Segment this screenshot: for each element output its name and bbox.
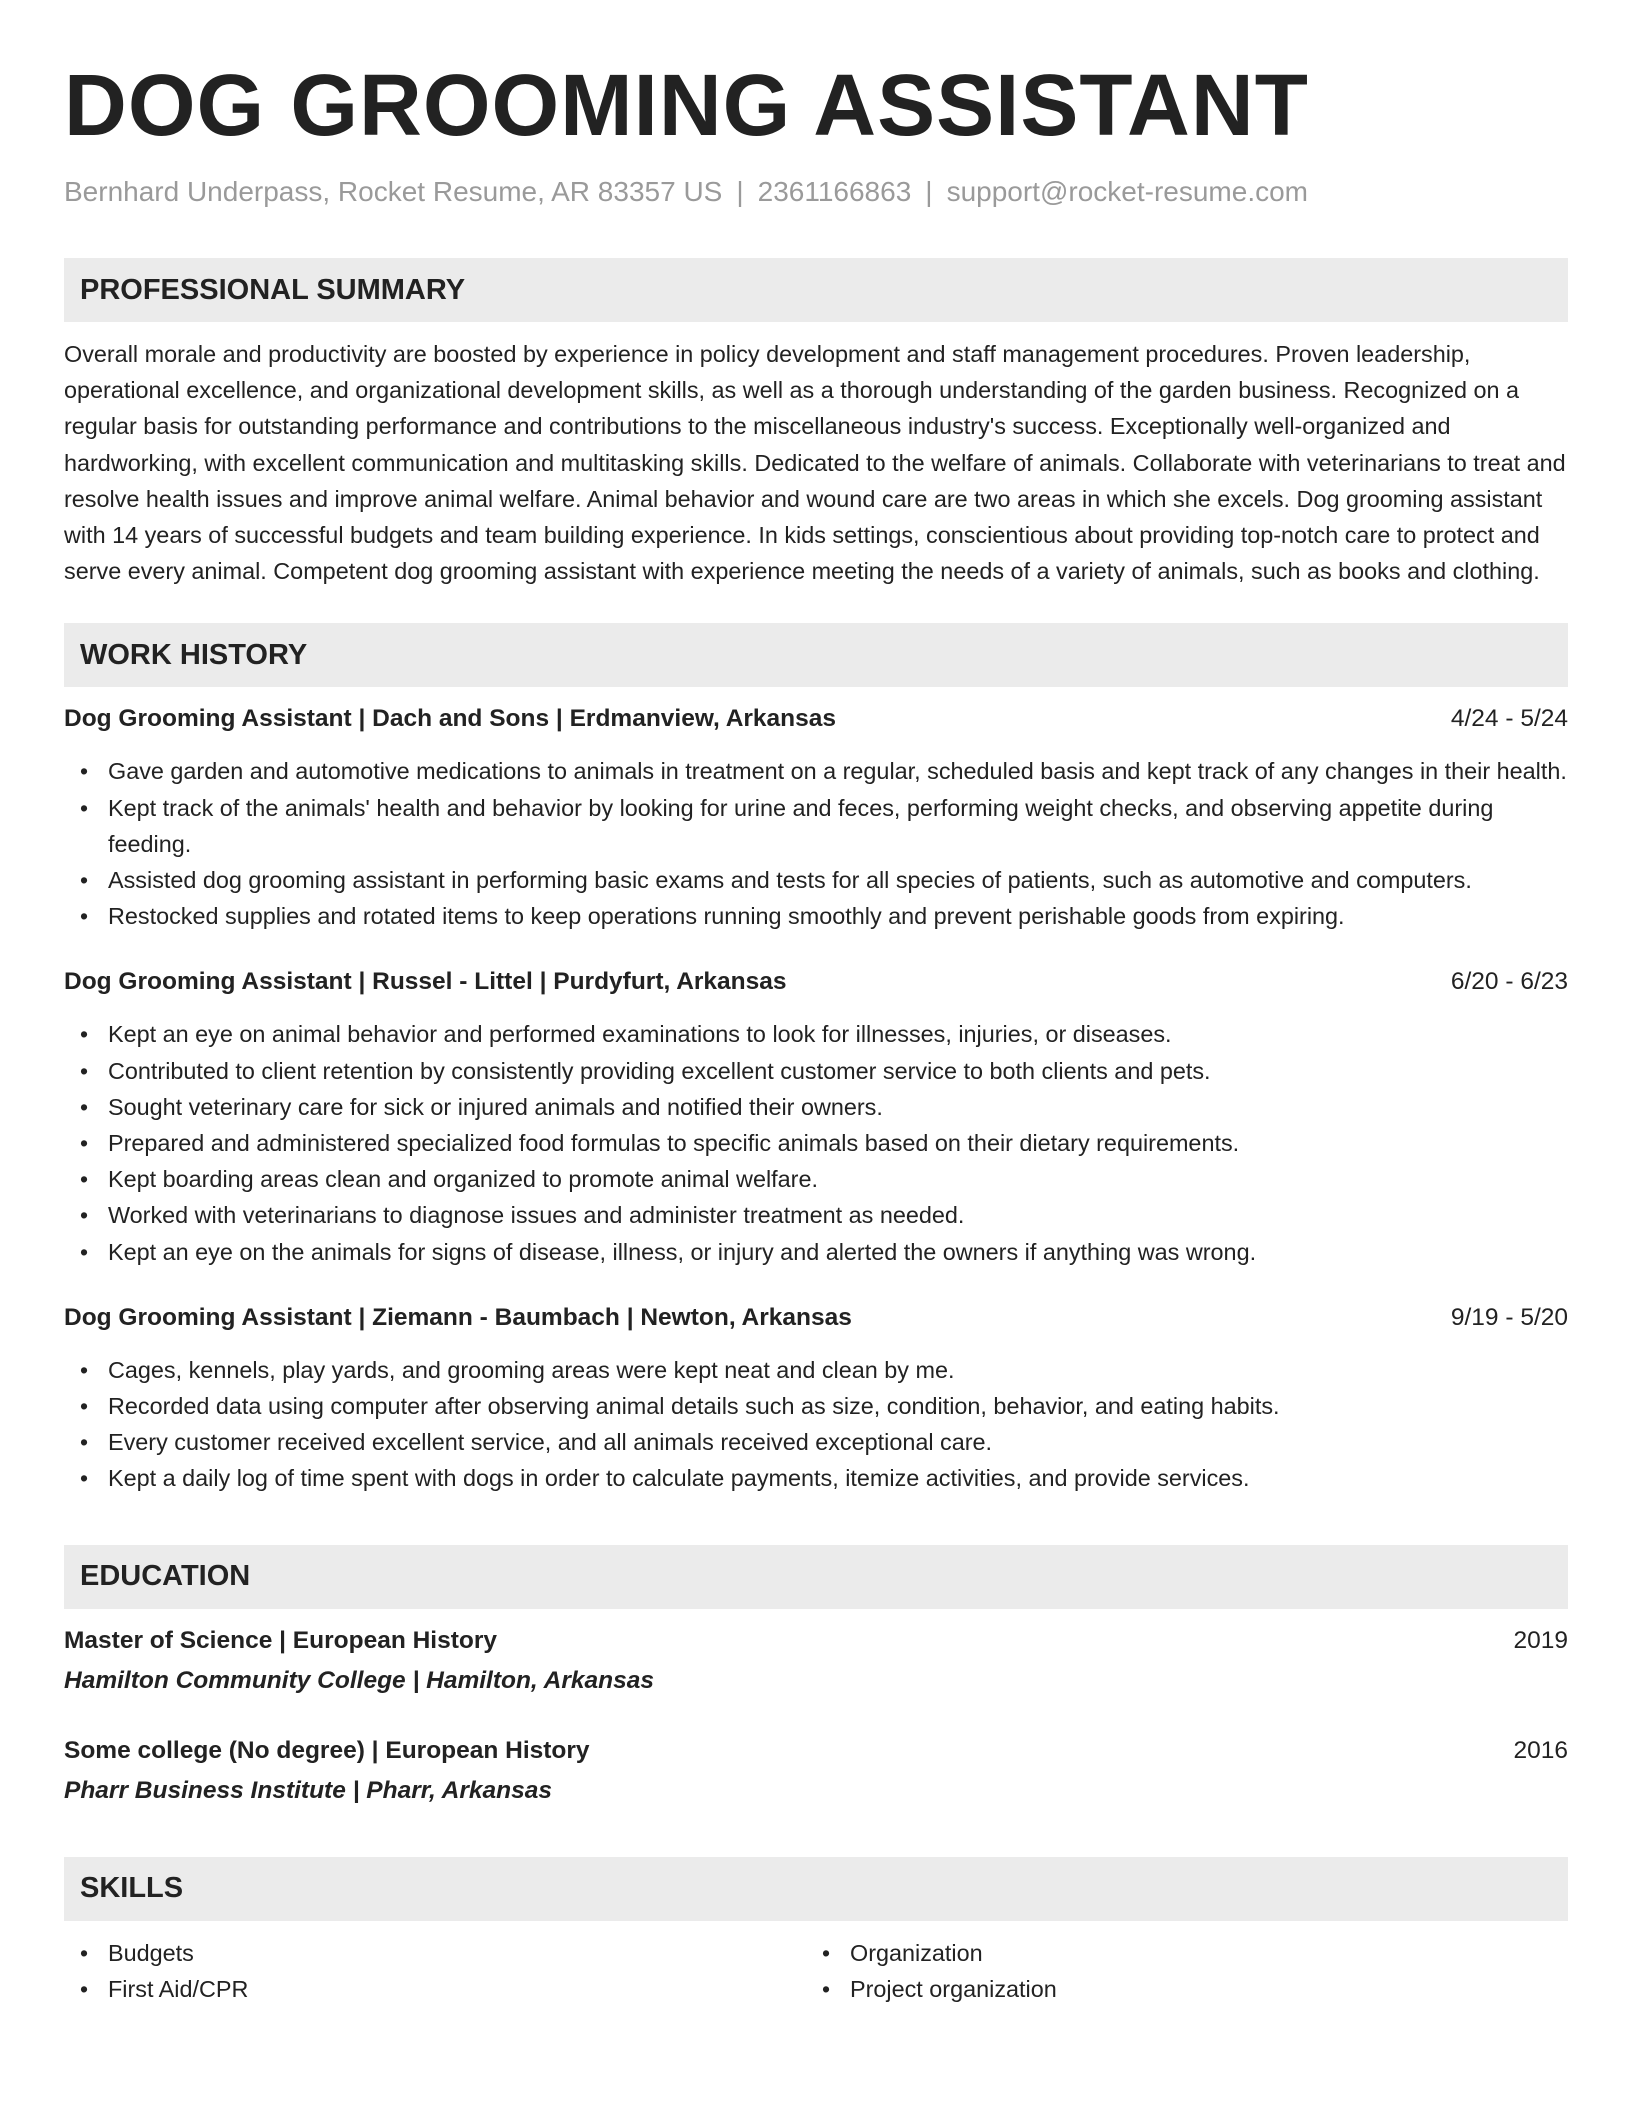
job-bullet	[64, 1161, 1568, 1197]
education-year: 2016	[1513, 1736, 1568, 1764]
skill-item	[806, 1971, 1548, 2007]
job-bullet	[64, 1053, 1568, 1089]
contact-phone: 2361166863	[757, 176, 912, 207]
resume-name: DOG GROOMING ASSISTANT	[64, 57, 1309, 154]
job-entry	[64, 1300, 1568, 1497]
education-school: Pharr Business Institute | Pharr, Arkansas	[64, 1776, 552, 1804]
bullet-text: Every customer received excellent service, and all animals received exceptional care.	[108, 1429, 993, 1456]
contact-line	[64, 174, 1568, 210]
education-entry	[64, 1733, 1568, 1809]
job-entry	[64, 701, 1568, 934]
skills-column-left	[64, 1935, 806, 2007]
contact-email: support@rocket-resume.com	[946, 176, 1308, 207]
bullet-icon: •	[822, 1939, 831, 1966]
skill-item	[64, 1935, 806, 1971]
bullet-icon: •	[80, 1238, 89, 1265]
bullet-icon: •	[80, 1166, 89, 1193]
job-bullet	[64, 1424, 1568, 1460]
job-entry	[64, 964, 1568, 1269]
bullet-text: Kept boarding areas clean and organized to promote animal welfare.	[108, 1166, 818, 1193]
skill-text: First Aid/CPR	[108, 1975, 249, 2002]
skill-item	[806, 1935, 1548, 1971]
job-bullet	[64, 753, 1568, 789]
bullet-icon: •	[80, 1939, 89, 1966]
bullet-icon: •	[80, 1393, 89, 1420]
bullet-icon: •	[80, 903, 89, 930]
bullet-text: Assisted dog grooming assistant in performing basic exams and tests for all species of patients, such as automotive and computers.	[108, 867, 1472, 894]
bullet-text: Kept an eye on the animals for signs of disease, illness, or injury and alerted the owners if anything was wrong.	[108, 1238, 1257, 1265]
bullet-text: Worked with veterinarians to diagnose issues and administer treatment as needed.	[108, 1202, 965, 1229]
bullet-icon: •	[80, 758, 89, 785]
bullet-text: Gave garden and automotive medications to animals in treatment on a regular, scheduled basis and kept track of any changes in their health.	[108, 758, 1567, 785]
bullet-icon: •	[80, 794, 89, 821]
bullet-icon: •	[80, 1429, 89, 1456]
skill-text: Organization	[850, 1939, 983, 1966]
education-header	[64, 1623, 1568, 1659]
job-bullet	[64, 790, 1568, 862]
contact-address: Bernhard Underpass, Rocket Resume, AR 83357 US	[64, 176, 723, 207]
section-header-skills: SKILLS	[64, 1857, 1568, 1921]
bullet-text: Kept track of the animals' health and behavior by looking for urine and feces, performing weight checks, and observing appetite during feeding.	[108, 794, 1494, 857]
skill-text: Budgets	[108, 1939, 194, 1966]
bullet-text: Sought veterinary care for sick or injured animals and notified their owners.	[108, 1093, 883, 1120]
bullet-icon: •	[80, 1356, 89, 1383]
job-title: Dog Grooming Assistant | Ziemann - Baumbach | Newton, Arkansas	[64, 1303, 852, 1331]
bullet-icon: •	[80, 1057, 89, 1084]
job-bullet	[64, 898, 1568, 934]
bullet-icon: •	[80, 1021, 89, 1048]
contact-separator: |	[925, 176, 933, 207]
bullet-icon: •	[80, 1202, 89, 1229]
bullet-text: Prepared and administered specialized food formulas to specific animals based on their dietary requirements.	[108, 1130, 1240, 1157]
bullet-text: Kept a daily log of time spent with dogs in order to calculate payments, itemize activities, and provide services.	[108, 1465, 1250, 1492]
bullet-text: Contributed to client retention by consistently providing excellent customer service to both clients and pets.	[108, 1057, 1211, 1084]
bullet-text: Cages, kennels, play yards, and grooming areas were kept neat and clean by me.	[108, 1356, 955, 1383]
bullet-text: Recorded data using computer after observing animal details such as size, condition, behavior, and eating habits.	[108, 1393, 1280, 1420]
job-bullet	[64, 1089, 1568, 1125]
education-degree: Master of Science | European History	[64, 1626, 498, 1654]
job-title: Dog Grooming Assistant | Dach and Sons | Erdmanview, Arkansas	[64, 705, 837, 733]
bullet-icon: •	[80, 1093, 89, 1120]
job-dates: 9/19 - 5/20	[1450, 1303, 1568, 1331]
job-header	[64, 701, 1568, 737]
job-bullets	[64, 1016, 1568, 1269]
job-header	[64, 964, 1568, 1000]
bullet-icon: •	[80, 1130, 89, 1157]
job-bullets	[64, 1352, 1568, 1497]
education-entry	[64, 1623, 1568, 1699]
summary-text: Overall morale and productivity are boosted by experience in policy development and staff management procedures. Proven leadership, operational excellence, and organizational development skills, as well as a thorough understanding of the garden business. Recognized on a regular basis for outstanding performance and contributions to the miscellaneous industry's success. Exceptionally well-organized and hardworking, with excellent communication and multitasking skills. Dedicated to the welfare of animals. Collaborate with veterinarians to treat and resolve health issues and improve animal welfare. Animal behavior and wound care are two areas in which she excels. Dog grooming assistant with 14 years of successful budgets and team building experience. In kids settings, conscientious about providing top-notch care to protect and serve every animal. Competent dog grooming assistant with experience meeting the needs of a variety of animals, such as books and clothing.	[64, 341, 1566, 585]
section-header-summary: PROFESSIONAL SUMMARY	[64, 258, 1568, 322]
job-bullet	[64, 1460, 1568, 1496]
bullet-text: Kept an eye on animal behavior and performed examinations to look for illnesses, injuries, or diseases.	[108, 1021, 1172, 1048]
skill-item	[64, 1971, 806, 2007]
contact-separator: |	[736, 176, 744, 207]
job-bullet	[64, 1197, 1568, 1233]
bullet-icon: •	[80, 1465, 89, 1492]
job-bullet	[64, 1234, 1568, 1270]
section-header-work-history: WORK HISTORY	[64, 623, 1568, 687]
bullet-icon: •	[822, 1975, 831, 2002]
skills-list	[64, 1935, 1568, 2007]
education-year: 2019	[1513, 1626, 1568, 1654]
bullet-icon: •	[80, 1975, 89, 2002]
education-header	[64, 1733, 1568, 1769]
job-bullets	[64, 753, 1568, 934]
job-bullet	[64, 1352, 1568, 1388]
job-bullet	[64, 1125, 1568, 1161]
job-bullet	[64, 1016, 1568, 1052]
skill-text: Project organization	[850, 1975, 1057, 2002]
job-dates: 4/24 - 5/24	[1450, 705, 1568, 733]
job-dates: 6/20 - 6/23	[1450, 968, 1568, 996]
job-header	[64, 1300, 1568, 1336]
bullet-text: Restocked supplies and rotated items to keep operations running smoothly and prevent perishable goods from expiring.	[108, 903, 1345, 930]
education-school: Hamilton Community College | Hamilton, Arkansas	[64, 1666, 654, 1694]
section-header-education: EDUCATION	[64, 1545, 1568, 1609]
job-bullet	[64, 862, 1568, 898]
education-degree: Some college (No degree) | European History	[64, 1736, 590, 1764]
job-title: Dog Grooming Assistant | Russel - Littel | Purdyfurt, Arkansas	[64, 968, 787, 996]
skills-column-right	[806, 1935, 1548, 2007]
bullet-icon: •	[80, 867, 89, 894]
resume-page	[64, 58, 1568, 2007]
job-bullet	[64, 1388, 1568, 1424]
